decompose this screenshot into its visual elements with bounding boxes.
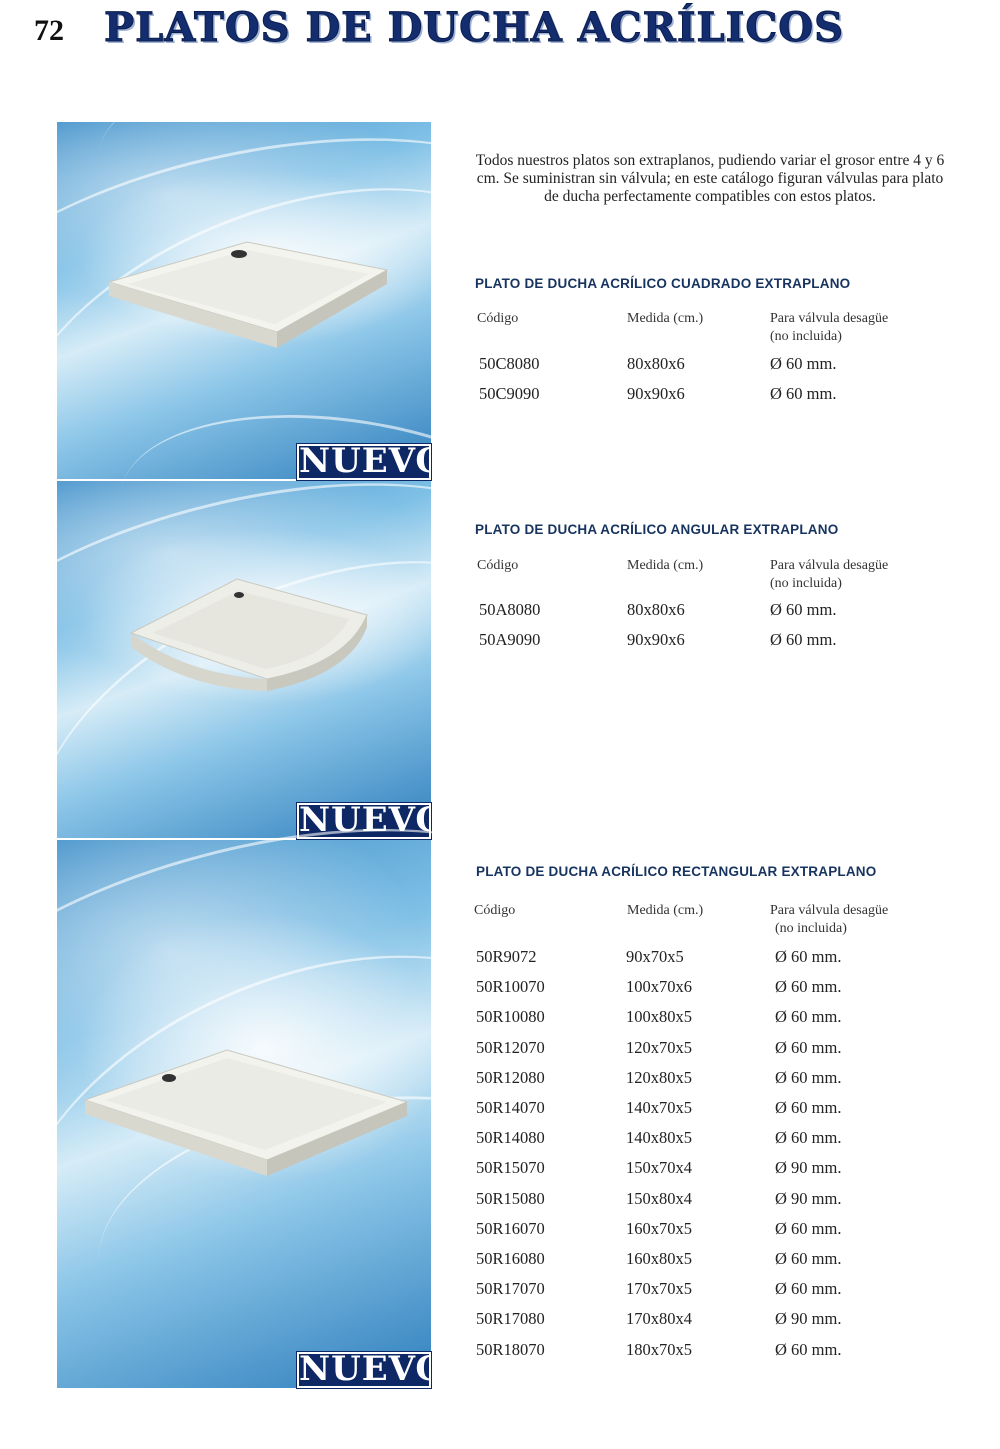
table-cell-code: 50R9072: [476, 947, 537, 966]
intro-text: Todos nuestros platos son extraplanos, pudiendo variar el grosor entre 4 y 6 cm. Se suministran sin válvula; en este catálogo figuran válvulas para plato de ducha perfectamente compatibles con estos platos.: [475, 152, 945, 205]
table-cell-valve: Ø 60 mm.: [775, 1339, 842, 1359]
angular-tray-image: [117, 571, 377, 701]
table-cell-size: 120x80x5: [626, 1067, 692, 1087]
table-cell-code: 50R16070: [476, 1218, 545, 1238]
table-cell-size: 80x80x6: [627, 600, 685, 619]
table-cell-size: 120x70x5: [626, 1037, 692, 1057]
column-header-valve: [770, 902, 888, 938]
table-cell-code: 50A9090: [479, 630, 541, 649]
table-cell-size: 170x80x4: [626, 1309, 692, 1329]
table-cell-code: 50R15080: [476, 1188, 545, 1208]
table-cell-valve: Ø 90 mm.: [775, 1188, 842, 1208]
table-cell-code: 50R14080: [476, 1128, 545, 1148]
product-photo-angular: [57, 481, 447, 840]
product-photo-rectangular: [57, 840, 447, 1389]
column-header-valve: [770, 310, 888, 346]
table-cell-valve: Ø 60 mm.: [775, 1279, 842, 1299]
table-cell-size: 90x90x6: [627, 384, 685, 403]
column-header-valve-line2: (no incluida): [775, 921, 847, 936]
column-header-valve-line2: (no incluida): [770, 329, 842, 344]
table-cell-valve: Ø 60 mm.: [775, 1007, 842, 1027]
section-title-square: PLATO DE DUCHA ACRÍLICO CUADRADO EXTRAPLANO: [475, 276, 851, 291]
column-header-valve-line1: Para válvula desagüe: [770, 558, 889, 573]
new-badge: NUEVO: [299, 441, 447, 481]
table-cell-size: 80x80x6: [627, 354, 685, 373]
table-cell-code: 50R10080: [476, 1007, 545, 1027]
table-cell-valve: Ø 60 mm.: [775, 1128, 842, 1148]
column-header-size: Medida (cm.): [627, 311, 704, 326]
table-cell-size: 180x70x5: [626, 1339, 692, 1359]
table-cell-code: 50R17080: [476, 1309, 545, 1329]
table-cell-size: 160x80x5: [626, 1249, 692, 1268]
table-cell-size: 150x80x4: [626, 1188, 692, 1208]
table-cell-valve: Ø 60 mm.: [770, 384, 837, 403]
square-tray-image: [97, 232, 397, 372]
table-cell-code: 50C8080: [479, 354, 540, 373]
column-header-code: Código: [477, 558, 519, 573]
table-cell-code: 50R15070: [476, 1158, 545, 1178]
table-cell-valve: Ø 60 mm.: [775, 1067, 842, 1087]
table-cell-size: 90x70x5: [626, 947, 684, 966]
section-title-rectangular: PLATO DE DUCHA ACRÍLICO RECTANGULAR EXTRAPLANO: [476, 864, 877, 879]
table-cell-code: 50C9090: [479, 384, 540, 403]
table-cell-size: 150x70x4: [626, 1158, 692, 1178]
table-cell-valve: Ø 60 mm.: [775, 1098, 842, 1117]
new-badge: NUEVO: [299, 800, 447, 840]
table-cell-valve: Ø 60 mm.: [770, 354, 837, 373]
column-header-code: Código: [477, 311, 519, 326]
table-cell-code: 50R10070: [476, 977, 545, 997]
table-cell-size: 170x70x5: [626, 1279, 692, 1299]
table-cell-code: 50R16080: [476, 1249, 545, 1268]
column-header-size: Medida (cm.): [627, 903, 704, 918]
table-cell-code: 50R17070: [476, 1279, 545, 1299]
table-cell-code: 50R14070: [476, 1098, 545, 1117]
table-cell-size: 100x70x6: [626, 977, 692, 997]
table-cell-valve: Ø 90 mm.: [775, 1309, 842, 1329]
table-cell-valve: Ø 60 mm.: [775, 947, 842, 966]
column-header-code: Código: [474, 903, 516, 918]
table-cell-valve: Ø 60 mm.: [775, 1218, 842, 1238]
rectangular-tray-image: [77, 1040, 417, 1190]
page-title: PLATOS DE DUCHA ACRÍLICOS: [104, 4, 844, 51]
column-header-valve-line1: Para válvula desagüe: [770, 903, 889, 918]
table-cell-size: 100x80x5: [626, 1007, 692, 1027]
column-header-valve-line2: (no incluida): [770, 576, 842, 591]
section-title-angular: PLATO DE DUCHA ACRÍLICO ANGULAR EXTRAPLANO: [475, 522, 839, 537]
table-cell-size: 140x80x5: [626, 1128, 692, 1148]
table-cell-size: 160x70x5: [626, 1218, 692, 1238]
table-cell-valve: Ø 60 mm.: [775, 1037, 842, 1057]
table-cell-code: 50R18070: [476, 1339, 545, 1359]
table-cell-valve: Ø 60 mm.: [770, 600, 837, 619]
table-cell-valve: Ø 60 mm.: [770, 630, 837, 649]
table-cell-code: 50R12080: [476, 1067, 545, 1087]
table-cell-code: 50A8080: [479, 600, 541, 619]
column-header-valve: [770, 557, 888, 593]
table-cell-valve: Ø 60 mm.: [775, 1249, 842, 1268]
column-header-size: Medida (cm.): [627, 558, 704, 573]
column-header-valve-line1: Para válvula desagüe: [770, 311, 889, 326]
page-number: 72: [34, 14, 64, 47]
table-cell-size: 90x90x6: [627, 630, 685, 649]
table-cell-code: 50R12070: [476, 1037, 545, 1057]
table-cell-valve: Ø 90 mm.: [775, 1158, 842, 1178]
table-cell-size: 140x70x5: [626, 1098, 692, 1117]
table-cell-valve: Ø 60 mm.: [775, 977, 842, 997]
new-badge: NUEVO: [299, 1349, 447, 1389]
